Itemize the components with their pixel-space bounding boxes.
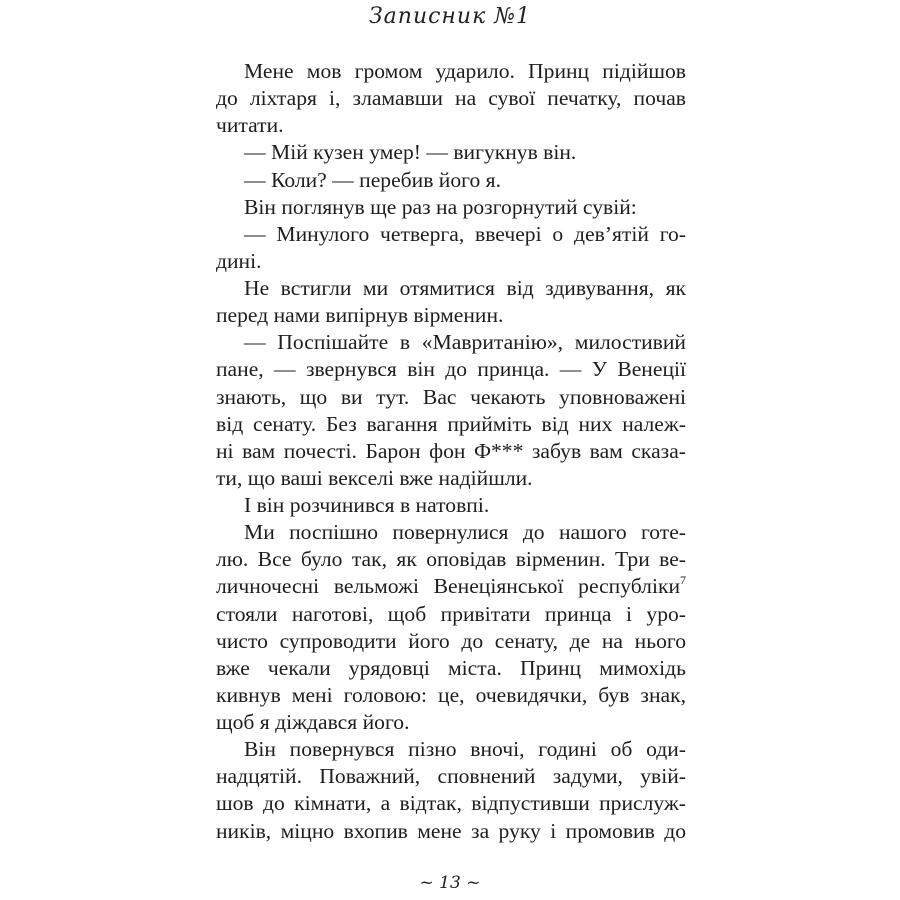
text-line bbox=[216, 58, 686, 85]
line-text: вже чекали урядовці міста. Принц мимохідь bbox=[216, 655, 686, 680]
text-line bbox=[216, 601, 686, 628]
text-line bbox=[216, 411, 686, 438]
line-text: ти, що ваші векселі вже надійшли. bbox=[216, 465, 533, 490]
page-number: ~ 13 ~ bbox=[419, 873, 481, 893]
line-text: — Коли? — перебив його я. bbox=[244, 167, 501, 192]
text-line bbox=[216, 221, 686, 248]
line-text: ні вам почесті. Барон фон Ф*** забув вам сказа- bbox=[216, 438, 686, 463]
line-text: ників, міцно вхопив мене за руку і промовив до bbox=[216, 818, 686, 843]
text-line bbox=[216, 818, 686, 845]
line-text: Він поглянув ще раз на розгорнутий сувій: bbox=[244, 194, 637, 219]
text-line bbox=[216, 519, 686, 546]
text-line bbox=[216, 573, 686, 600]
text-line bbox=[216, 492, 686, 519]
text-line bbox=[216, 384, 686, 411]
text-line bbox=[216, 329, 686, 356]
line-text: пане, — звернувся він до принца. — У Венеції bbox=[216, 357, 686, 382]
footnote-marker: 7 bbox=[680, 573, 686, 588]
text-line bbox=[216, 655, 686, 682]
text-line bbox=[216, 248, 686, 275]
text-line bbox=[216, 628, 686, 655]
text-line bbox=[216, 438, 686, 465]
text-line bbox=[216, 85, 686, 112]
line-text: надцятій. Поважний, сповнений задуми, увій- bbox=[216, 764, 686, 789]
line-text: Мене мов громом ударило. Принц підійшов bbox=[244, 59, 686, 83]
line-text: дині. bbox=[216, 248, 262, 273]
line-text: лю. Все було так, як оповідав вірменин. Три ве- bbox=[216, 547, 686, 572]
body-text bbox=[216, 58, 686, 845]
text-line bbox=[216, 356, 686, 383]
text-line bbox=[216, 763, 686, 790]
line-text: кивнув мені головою: це, очевидячки, був знак, bbox=[216, 682, 686, 707]
line-text: до ліхтаря і, зламавши на сувої печатку, почав bbox=[216, 86, 686, 111]
line-text: читати. bbox=[216, 113, 284, 138]
text-line bbox=[216, 465, 686, 492]
line-text: — Минулого четверга, ввечері о дев’ятій го- bbox=[244, 221, 686, 246]
text-line bbox=[216, 275, 686, 302]
line-text: — Мій кузен умер! — вигукнув він. bbox=[244, 140, 577, 165]
line-text: чисто супроводити його до сенату, де на нього bbox=[216, 628, 686, 653]
line-text: Не встигли ми отямитися від здивування, як bbox=[244, 276, 686, 300]
line-text: — Поспішайте в «Мавританію», милостивий bbox=[244, 330, 686, 355]
text-line bbox=[216, 736, 686, 763]
line-text: шов до кімнати, а відтак, відпустивши прислуж- bbox=[216, 791, 686, 816]
running-header: Записник №1 bbox=[368, 4, 532, 29]
text-line bbox=[216, 546, 686, 573]
line-text: знають, що ви тут. Вас чекають уповноважені bbox=[216, 384, 686, 409]
line-text: личночесні вельможі Венеціянської республіки bbox=[216, 574, 680, 599]
text-line bbox=[216, 709, 686, 736]
line-text: Ми поспішно повернулися до нашого готе- bbox=[244, 520, 686, 545]
text-line bbox=[216, 194, 686, 221]
line-text: стояли наготові, щоб привітати принца і уро- bbox=[216, 601, 686, 626]
line-text: від сенату. Без вагання прийміть від них належ- bbox=[216, 411, 686, 436]
text-line bbox=[216, 167, 686, 194]
text-line bbox=[216, 139, 686, 166]
line-text: щоб я діждався його. bbox=[216, 710, 410, 734]
line-text: І він розчинився в натовпі. bbox=[244, 493, 490, 517]
line-text: перед нами випірнув вірменин. bbox=[216, 303, 504, 328]
text-line bbox=[216, 112, 686, 139]
text-line bbox=[216, 682, 686, 709]
line-text: Він повернувся пізно вночі, годині об оди- bbox=[244, 737, 686, 762]
text-line bbox=[216, 302, 686, 329]
text-line bbox=[216, 790, 686, 817]
